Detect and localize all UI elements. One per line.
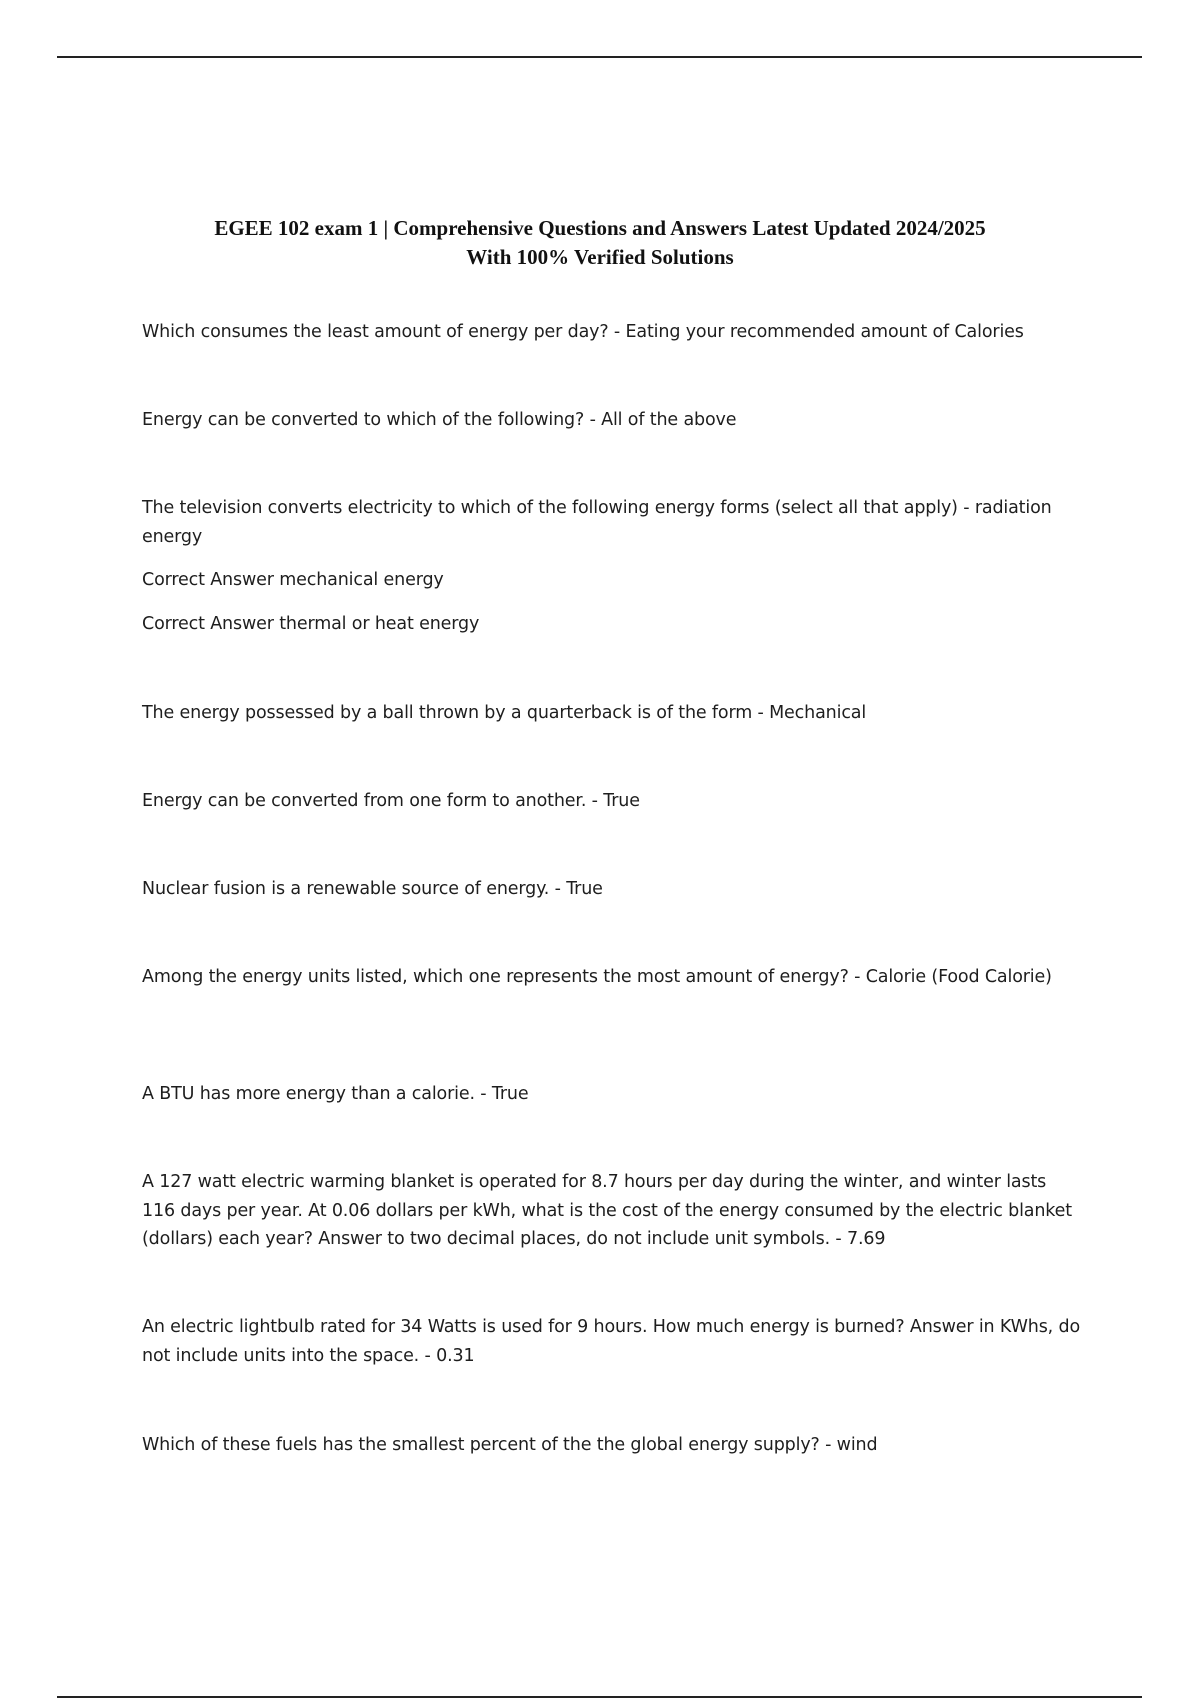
qa-item-2: Energy can be converted to which of the following? - All of the above xyxy=(142,410,737,430)
document-title xyxy=(100,214,1100,272)
qa-item-1: Which consumes the least amount of energy per day? - Eating your recommended amount of Calories xyxy=(142,322,1024,342)
qa-item-6: Nuclear fusion is a renewable source of energy. - True xyxy=(142,879,603,899)
title-line-2: With 100% Verified Solutions xyxy=(466,245,734,269)
qa-item-5: Energy can be converted from one form to another. - True xyxy=(142,791,640,811)
qa-item-10: An electric lightbulb rated for 34 Watts is used for 9 hours. How much energy is burned? Answer in KWhs, do not include units into the space. - 0.31 xyxy=(142,1317,1081,1366)
qa-item-8: A BTU has more energy than a calorie. - True xyxy=(142,1084,529,1104)
qa-item-7: Among the energy units listed, which one represents the most amount of energy? - Calorie (Food Calorie) xyxy=(142,967,1052,987)
top-rule xyxy=(57,56,1142,58)
qa-item-4: The energy possessed by a ball thrown by a quarterback is of the form - Mechanical xyxy=(142,703,867,723)
qa-correct-answer-1: Correct Answer mechanical energy xyxy=(142,570,444,590)
qa-item-3: The television converts electricity to which of the following energy forms (select all that apply) - radiation energy xyxy=(142,498,1052,547)
qa-item-11: Which of these fuels has the smallest percent of the the global energy supply? - wind xyxy=(142,1435,878,1455)
qa-item-9: A 127 watt electric warming blanket is operated for 8.7 hours per day during the winter, and winter lasts 116 days per year. At 0.06 dollars per kWh, what is the cost of the energy consumed by the electric blanket (dollars) each year? Answer to two decimal places, do not include unit symbols. - 7.69 xyxy=(142,1172,1072,1249)
bottom-rule xyxy=(57,1696,1142,1698)
qa-correct-answer-2: Correct Answer thermal or heat energy xyxy=(142,614,480,634)
title-line-1: EGEE 102 exam 1 | Comprehensive Questions and Answers Latest Updated 2024/2025 xyxy=(214,216,986,240)
